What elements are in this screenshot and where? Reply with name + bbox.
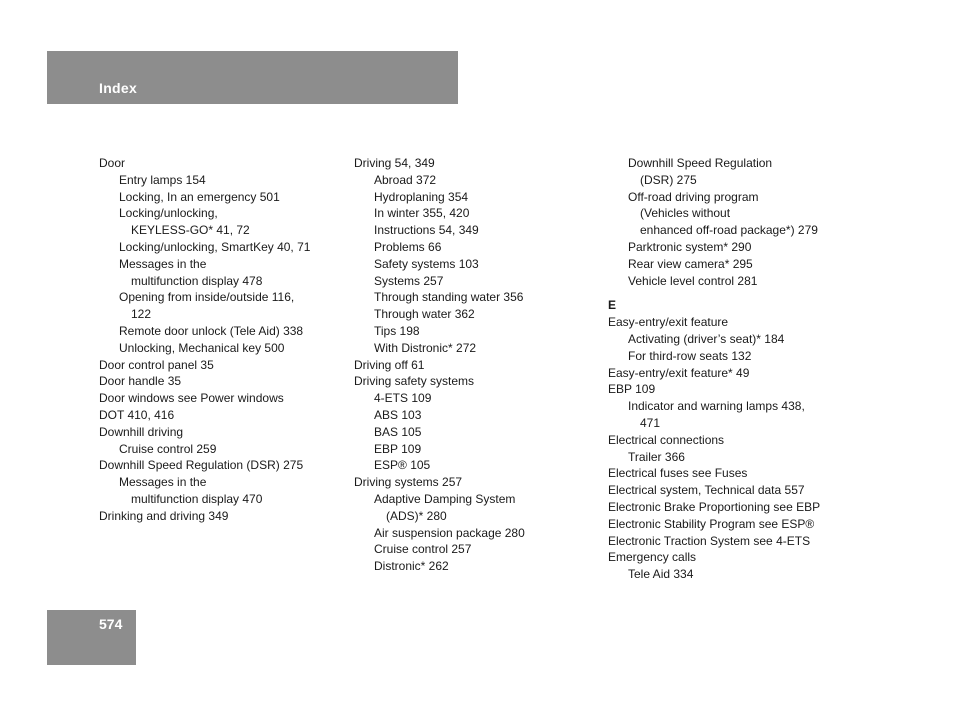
- index-subentry: Through standing water 356: [374, 290, 524, 305]
- index-subentry: enhanced off-road package*) 279: [640, 223, 818, 238]
- index-subentry: Hydroplaning 354: [374, 189, 469, 204]
- index-entry: Door handle 35: [99, 374, 182, 389]
- page-number-tab: [47, 610, 136, 665]
- index-entry: Downhill driving: [99, 424, 184, 439]
- index-entry: Driving 54, 349: [354, 156, 435, 170]
- page-number: 574: [99, 616, 123, 632]
- index-subentry: KEYLESS-GO* 41, 72: [131, 223, 250, 238]
- index-subentry: Locking/unlocking,: [119, 206, 218, 221]
- index-entry: Easy-entry/exit feature: [608, 315, 729, 330]
- index-entry: Door windows see Power windows: [99, 391, 284, 406]
- index-column-1: [99, 155, 344, 525]
- index-subentry: For third-row seats 132: [628, 348, 752, 363]
- index-entry: Drinking and driving 349: [99, 508, 229, 523]
- index-subentry: ABS 103: [374, 407, 422, 422]
- index-entry: Driving off 61: [354, 357, 425, 372]
- index-subentry: Locking, In an emergency 501: [119, 189, 280, 204]
- page-title: Index: [99, 80, 138, 96]
- index-subentry: multifunction display 470: [131, 491, 263, 506]
- index-subentry: Systems 257: [374, 273, 444, 288]
- index-entry: Downhill Speed Regulation (DSR) 275: [99, 458, 304, 473]
- index-subentry: Parktronic system* 290: [628, 239, 752, 254]
- index-subentry: (ADS)* 280: [386, 508, 447, 523]
- index-entry: Emergency calls: [608, 550, 697, 565]
- index-subentry: Air suspension package 280: [374, 525, 525, 540]
- index-subentry: 471: [640, 415, 661, 430]
- index-column-2: [354, 155, 599, 575]
- index-entry: Driving systems 257: [354, 475, 463, 490]
- index-subentry: With Distronic* 272: [374, 340, 477, 355]
- section-spacer: [608, 289, 858, 297]
- index-subentry: 4-ETS 109: [374, 391, 432, 406]
- index-entry: Electrical system, Technical data 557: [608, 483, 805, 498]
- index-entry: Door: [99, 156, 126, 170]
- index-subentry: ESP® 105: [374, 458, 431, 473]
- index-subentry: (DSR) 275: [640, 172, 697, 187]
- index-subentry: Tips 198: [374, 323, 420, 338]
- index-subentry: Trailer 366: [628, 449, 685, 464]
- index-entry: Electronic Traction System see 4-ETS: [608, 533, 811, 548]
- index-subentry: Cruise control 257: [374, 542, 472, 557]
- index-subentry: Unlocking, Mechanical key 500: [119, 340, 285, 355]
- index-entry: Electrical fuses see Fuses: [608, 466, 748, 481]
- index-subentry: multifunction display 478: [131, 273, 263, 288]
- index-subentry: Vehicle level control 281: [628, 273, 758, 288]
- index-entry: Electronic Stability Program see ESP®: [608, 516, 815, 531]
- index-subentry: Activating (driver’s seat)* 184: [628, 331, 785, 346]
- index-entry: Electronic Brake Proportioning see EBP: [608, 499, 821, 514]
- index-entry: DOT 410, 416: [99, 407, 175, 422]
- index-subentry: BAS 105: [374, 424, 422, 439]
- index-subentry: Rear view camera* 295: [628, 256, 753, 271]
- index-subentry: Problems 66: [374, 239, 442, 254]
- index-subentry: Instructions 54, 349: [374, 223, 479, 238]
- index-entry: EBP 109: [608, 382, 656, 397]
- index-entry: Electrical connections: [608, 432, 725, 447]
- index-subentry: Opening from inside/outside 116,: [119, 290, 295, 305]
- index-subentry: Safety systems 103: [374, 256, 479, 271]
- section-letter: E: [608, 298, 617, 313]
- index-entry: Driving safety systems: [354, 374, 475, 389]
- index-subentry: Entry lamps 154: [119, 172, 206, 187]
- index-subentry: Remote door unlock (Tele Aid) 338: [119, 323, 304, 338]
- index-subentry: Through water 362: [374, 307, 475, 322]
- index-subentry: EBP 109: [374, 441, 422, 456]
- index-subentry: (Vehicles without: [640, 206, 731, 221]
- index-subentry: Indicator and warning lamps 438,: [628, 399, 805, 414]
- index-subentry: Messages in the: [119, 475, 207, 490]
- index-subentry: Messages in the: [119, 256, 207, 271]
- index-subentry: Distronic* 262: [374, 559, 449, 574]
- index-subentry: In winter 355, 420: [374, 206, 470, 221]
- header-bar: [47, 51, 458, 104]
- index-subentry: Locking/unlocking, SmartKey 40, 71: [119, 239, 311, 254]
- index-subentry: Cruise control 259: [119, 441, 217, 456]
- index-subentry: Off-road driving program: [628, 189, 759, 204]
- index-entry: Door control panel 35: [99, 357, 214, 372]
- index-subentry: Downhill Speed Regulation: [628, 156, 773, 170]
- index-subentry: Tele Aid 334: [628, 567, 694, 582]
- index-subentry: 122: [131, 307, 152, 322]
- index-subentry: Abroad 372: [374, 172, 437, 187]
- index-subentry: Adaptive Damping System: [374, 491, 516, 506]
- index-column-3: [608, 155, 858, 583]
- index-entry: Easy-entry/exit feature* 49: [608, 365, 750, 380]
